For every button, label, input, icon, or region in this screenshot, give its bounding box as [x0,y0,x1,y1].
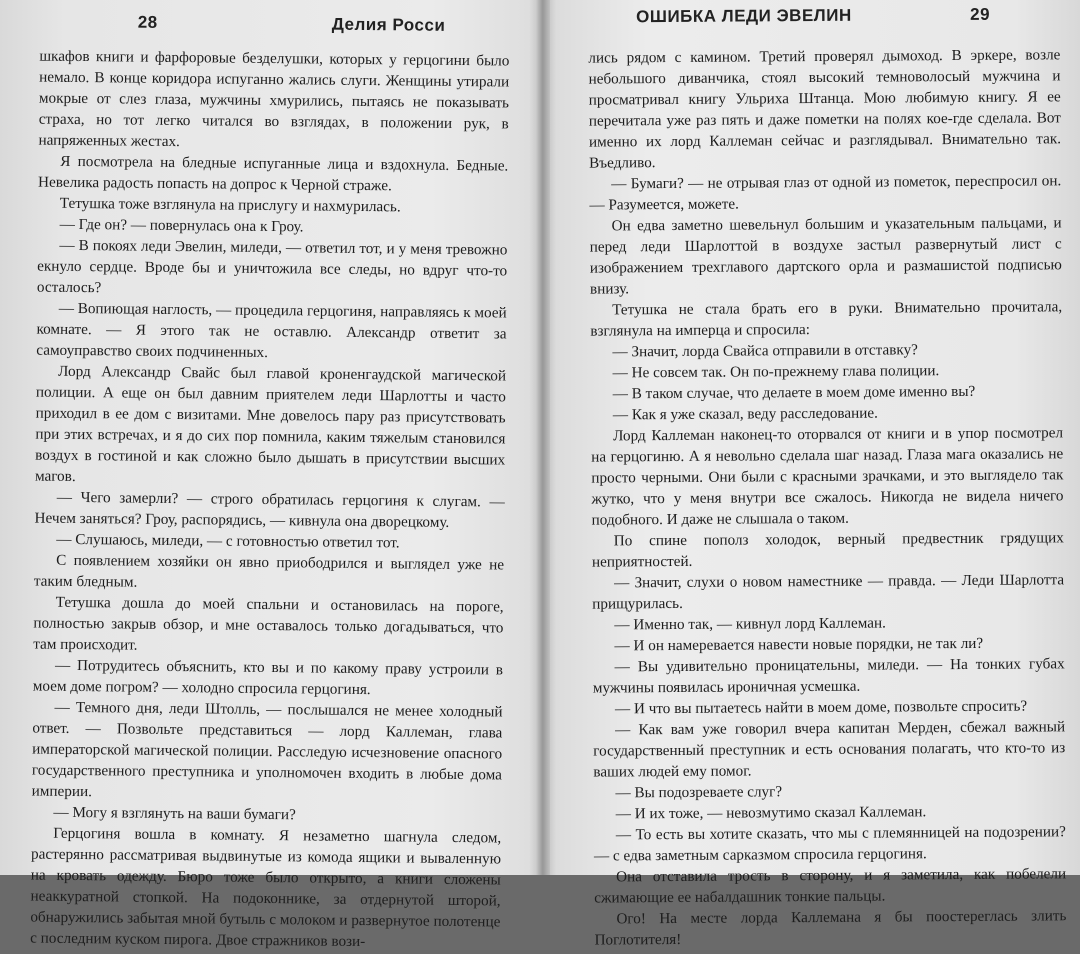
left-running-header [40,12,510,43]
book-gutter [536,0,550,875]
paragraph: Он едва заметно шевельнул большим и указательным пальцами, и перед леди Шарлоттой в воздухе застыл развернутый лист с изображением трехглавого дартского орла и размашистой подписью внизу. [589,214,1062,298]
paragraph: — Потрудитесь объяснить, кто вы и по какому праву устроили в моем доме погром? — холодно спросила герцогиня. [32,656,504,699]
paragraph: лись рядом с камином. Третий проверял дымоход. В эркере, возле небольшого диванчика, стоял высокий темноволосый мужчина и просматривал книгу Ульриха Штанца. Мою любимую книгу. Я ее перечитала уже раз пять и даже пометки на полях кое-где сделала. Вот именно их лорд Каллеман сейчас и разглядывал. Внимательно так. Въедливо. [588,46,1062,172]
paragraph: Герцогиня вошла в комнату. Я незаметно шагнула следом, растерянно рассматривая выдвинутые из комода ящики и вываленную на кровать одежду. Бюро тоже было открыто, а книги сложены неаккуратной стопкой. На подоконнике, за отдернутой шторой, обнаружились забытая мной бутыль с молоком и развернутое полотенце с последним куском пирога. Двое стражников вози- [30,824,502,951]
left-page [0,0,540,951]
paragraph: шкафов книги и фарфоровые безделушки, которых у герцогини было немало. В конце коридора испуганно жались слуги. Женщины утирали мокрые от слез глаза, мужчины хмурились, пытаясь не показывать страха, но тот легко читался во взглядах, в положении рук, в напряженных жестах. [38,47,510,151]
paragraph: — Как я уже сказал, веду расследование. [612,404,878,424]
title-running-head: ОШИБКА ЛЕДИ ЭВЕЛИН [636,5,852,27]
paragraph: — И что вы пытаетесь найти в моем доме, позвольте спросить? [614,697,1028,718]
paragraph: — И их тоже, — невозмутимо сказал Каллеман. [615,803,927,823]
right-page [548,0,1080,949]
page-number: 28 [137,12,158,32]
right-page-text [588,44,1066,950]
paragraph: — Бумаги? — не отрывая глаз от одной из пометок, переспросил он. — Разумеется, можете. [589,172,1062,214]
paragraph: Она отставила трость в сторону, и я заметила, как побелели сжимающие ее набалдашник тонкие пальцы. [594,865,1067,907]
paragraph: Лорд Александр Свайс был главой кроненгаудской магической полиции. А еще он был давним приятелем леди Шарлотты и часто приходил в ее дом с визитами. Мне довелось пару раз присутствовать при этих встречах, и я до сих пор помнила, каким тяжелым становился воздух в гостиной и как сложно было дышать в присутствии высших магов. [34,362,507,485]
paragraph: — Где он? — повернулась она к Гроу. [59,215,304,236]
paragraph: — Слушаюсь, миледи, — с готовностью ответил тот. [56,530,400,552]
paragraph: — Как вам уже говорил вчера капитан Мерден, сбежал важный государственный преступник и есть основания полагать, что кто-то из ваших людей ему помог. [593,718,1066,781]
paragraph: — Значит, лорда Свайса отправили в отставку? [612,341,918,361]
paragraph: Ого! На месте лорда Каллемана я бы поостереглась злить Поглотителя! [594,907,1067,949]
paragraph: — Не совсем так. Он по-прежнему глава полиции. [612,362,940,382]
paragraph: Тетушка дошла до моей спальни и остановилась на пороге, полностью закрыв обзор, и мне оставалось только догадываться, что там происходит. [33,593,504,654]
paragraph: С появлением хозяйки он явно приободрился и выглядел уже не таким бледным. [33,551,505,591]
author-running-head: Делия Росси [331,14,446,35]
paragraph: — Значит, слухи о новом наместнике — правда. — Леди Шарлотта прищурилась. [592,571,1065,613]
paragraph: Я посмотрела на бледные испуганные лица и вздохнула. Бедные. Невелика радость попасть на допрос к Черной страже. [37,152,509,195]
paragraph: Лорд Каллеман наконец-то оторвался от книги и в упор посмотрел на герцогиню. А я невольно сделала шаг назад. Глаза мага оказались не просто черными. Они были с красными зрачками, и это выглядело так жутко, что у меня внутри все сжалось. Никогда не видела ничего подобного. И даже не слышала о таком. [591,424,1064,529]
paragraph: Тетушка тоже взглянула на прислугу и нахмурилась. [59,194,401,216]
left-page-text [30,46,509,954]
right-running-header [588,4,1060,33]
paragraph: — Вы подозреваете слуг? [615,783,783,802]
paragraph: — И он намеревается навести новые порядки, не так ли? [614,634,984,655]
paragraph: — Чего замерли? — строго обратилась герцогиня к слугам. — Нечем заняться? Гроу, распорядись, — кивнула она дворецкому. [34,488,505,531]
paragraph: — Именно так, — кивнул лорд Каллеман. [614,614,886,634]
paragraph: — Могу я взглянуть на ваши бумаги? [53,803,296,824]
page-number: 29 [970,4,991,24]
paragraph: Тетушка не стала брать его в руки. Внимательно прочитала, взглянула на имперца и спросила: [590,298,1063,340]
paragraph: — В таком случае, что делаете в моем доме именно вы? [612,382,976,403]
paragraph: По спине пополз холодок, верный предвестник грядущих неприятностей. [591,529,1064,571]
paragraph: — То есть вы хотите сказать, что мы с племянницей на подозрении? — с едва заметным сарказмом спросила герцогиня. [593,823,1066,865]
paragraph: — Вы удивительно проницательны, миледи. — На тонких губах мужчины появилась ироничная усмешка. [592,655,1065,697]
paragraph: — Вопиющая наглость, — процедила герцогиня, направляясь к моей комнате. — Я этого так не оставлю. Александр ответит за самоуправство своих подчиненных. [36,299,507,361]
paragraph: — В покоях леди Эвелин, миледи, — ответил тот, и у меня тревожно екнуло сердце. Вроде бы и уничтожила все следы, но вдруг что-то осталось? [36,236,508,297]
paragraph: — Темного дня, леди Штолль, — послышался не менее холодный ответ. — Позвольте представиться — лорд Каллеман, глава императорской магической полиции. Расследую исчезновение опасного государственного преступника и уполномочен входить в любые дома империи. [31,698,503,801]
